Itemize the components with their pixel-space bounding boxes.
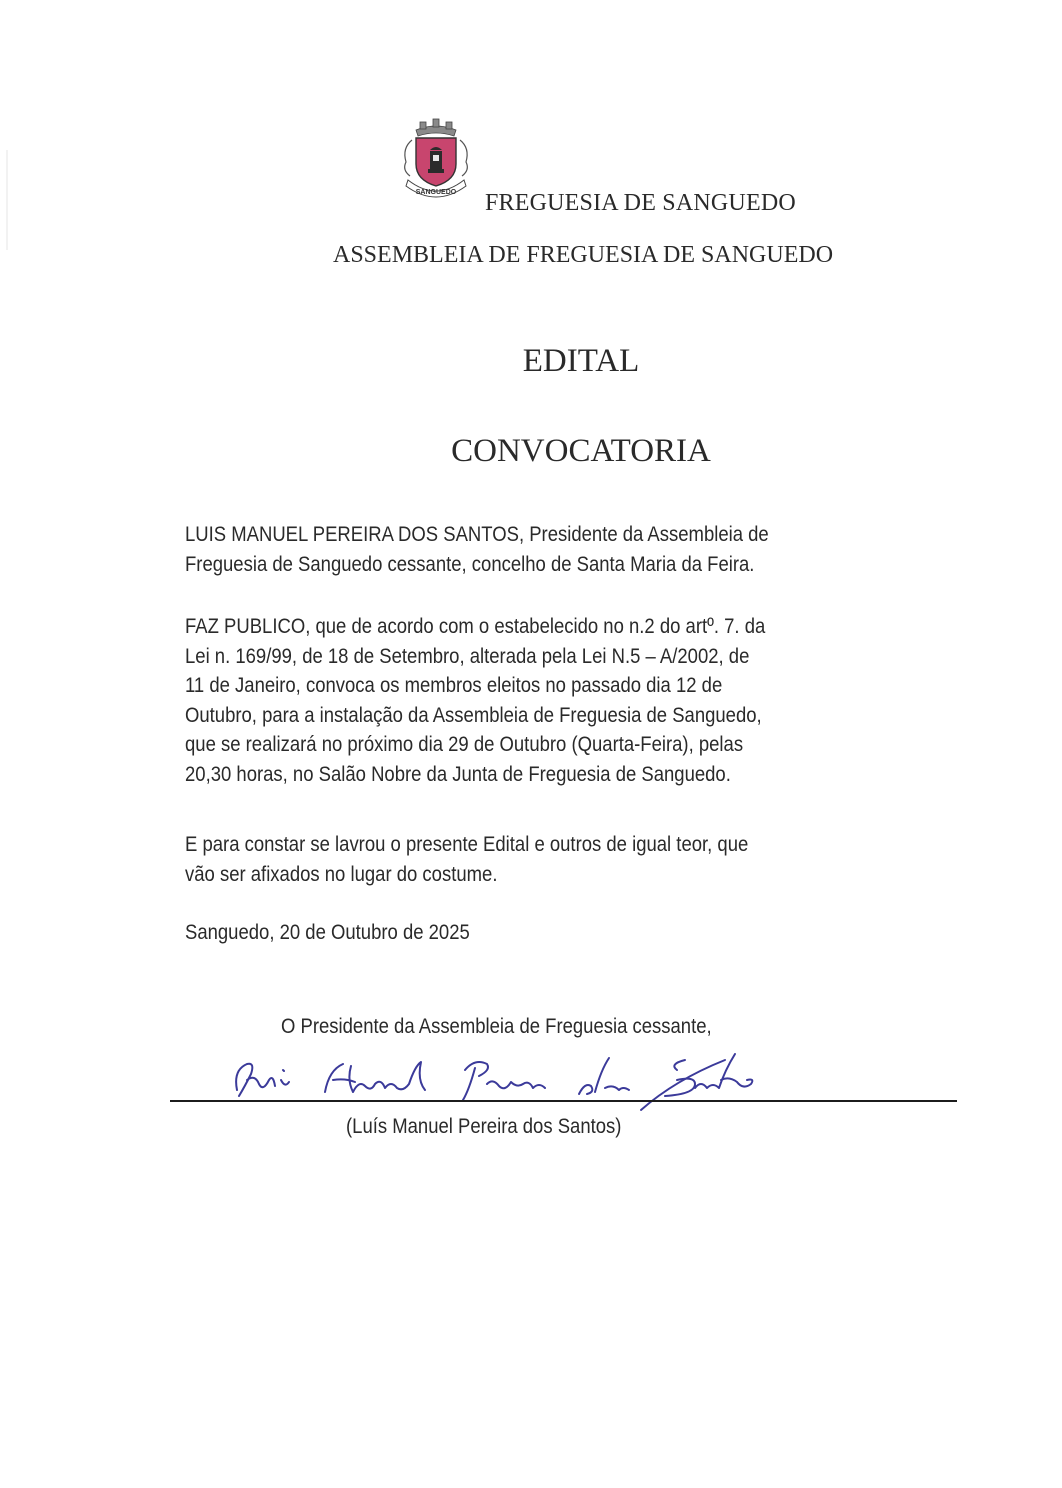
paragraph-closing: [185, 830, 959, 889]
assembly-name: ASSEMBLEIA DE FREGUESIA DE SANGUEDO: [333, 242, 834, 268]
paragraph-line: 11 de Janeiro, convoca os membros eleitos no passado dia 12 de: [185, 673, 723, 697]
emblem-ribbon-text: SANGUEDO: [415, 189, 457, 196]
handwritten-signature: [225, 1040, 785, 1120]
paragraph-line: que se realizará no próximo dia 29 de Outubro (Quarta-Feira), pelas: [185, 732, 744, 756]
paragraph-line: Lei n. 169/99, de 18 de Setembro, alterada pela Lei N.5 – A/2002, de: [185, 643, 750, 668]
paragraph-line: E para constar se lavrou o presente Edital e outros de igual teor, que: [185, 832, 749, 856]
coat-of-arms-emblem: [394, 114, 478, 204]
document-title: EDITAL: [522, 343, 640, 379]
paragraph-line: FAZ PUBLICO, que de acordo com o estabelecido no n.2 do artº. 7. da: [185, 614, 766, 638]
paragraph-line: vão ser afixados no lugar do costume.: [185, 861, 498, 886]
paragraph-announcement: [185, 612, 959, 789]
paragraph-line: 20,30 horas, no Salão Nobre da Junta de Freguesia de Sanguedo.: [185, 761, 731, 786]
paragraph-line: Freguesia de Sanguedo cessante, concelho de Santa Maria da Feira.: [185, 551, 755, 576]
paragraph-line: LUIS MANUEL PEREIRA DOS SANTOS, Presidente da Assembleia de: [185, 522, 769, 546]
date-line: Sanguedo, 20 de Outubro de 2025: [185, 920, 470, 944]
document-subtitle: CONVOCATORIA: [451, 433, 711, 469]
scan-edge-artifact: [6, 150, 8, 250]
signature-caption: O Presidente da Assembleia de Freguesia cessante,: [281, 1014, 712, 1038]
paragraph-presenter: [185, 520, 959, 579]
signatory-name: (Luís Manuel Pereira dos Santos): [346, 1114, 622, 1138]
signature-line: [170, 1100, 957, 1102]
parish-name: FREGUESIA DE SANGUEDO: [485, 190, 796, 216]
mural-crown-icon: [416, 119, 456, 136]
paragraph-line: Outubro, para a instalação da Assembleia de Freguesia de Sanguedo,: [185, 702, 762, 727]
